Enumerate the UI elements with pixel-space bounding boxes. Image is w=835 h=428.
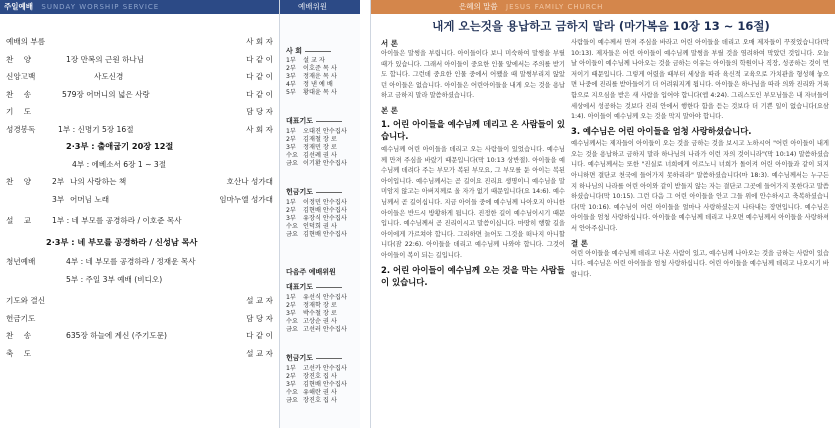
- committee-row: 3부 유장식 안수집사: [286, 215, 347, 222]
- committee-row: 2부 김현배 안수집사: [286, 207, 347, 214]
- committee-row: 수요 김선례 권 사: [286, 152, 337, 159]
- choir-title: 어머님 노래: [70, 194, 110, 204]
- sermon-title: 내게 오는것을 용납하고 금하지 말라 (마가복음 10장 13 ~ 16절): [432, 19, 770, 33]
- point-3-text: 예수님께서는 제자들이 아이들이 오는 것을 금하는 것을 보시고 노하시어 "어린 아이들이 내게 오는 것을 용납하고 금하지 말라 하나님의 나라가 이런 자의 것이니라"(막 10:14) 말씀하셨습니다. 예수님께서는 또한 "진실로 너희에게 이르노니 너희가 돌이켜 어린 아이들과 같이 되지 아니하면 결단코 천국에 들어가지 못하리라" 말씀하셨습니다(마 18:3). 예수님께서는 누구든지 하나님의 나라를 어린 아이와 같이 받들지 않는 자는 결단코 그곳에 들어가지 못한다고 말씀하셨습니다(막 10:15). 그런 다음 그 어린 아이들을 안고 그들 위에 안수하시고 축복하셨습니다(막 10:16). 예수님이 어린 아이들을 얼마나 사랑하셨는지 나타내는 장면입니다. 예수님은 아이들을 엄청 사랑하십니다. 아이들을 예수님께 데리고 나오면 예수님께서 아이들을 사랑하셔서 안아주십니다.: [571, 140, 829, 232]
- order-label: 찬 송: [6, 89, 36, 99]
- conclusion-heading: 결 론: [571, 238, 588, 248]
- committee-row: 금요 김현배 안수집사: [286, 231, 347, 238]
- worship-order-title: 주일예배: [4, 2, 33, 11]
- order-row: [6, 33, 273, 51]
- choir-row: [6, 191, 273, 209]
- committee-row: 3부 박수철 장 로: [286, 310, 337, 317]
- choir-part: 3부: [52, 194, 65, 204]
- choir-label: 찬 양: [6, 177, 36, 187]
- committee-row: 2부 김재철 장 로: [286, 136, 337, 143]
- order-content: 1부 : 신명기 5장 16절: [58, 124, 134, 134]
- committee-row: 수요 유해란 권 사: [286, 389, 337, 396]
- point-3-heading: 3. 예수님은 어린 아이들을 엄청 사랑하셨습니다.: [571, 125, 752, 136]
- committee-group-title: 대표기도: [280, 282, 342, 292]
- order-leader: 다 같 이: [246, 72, 273, 82]
- order-leader: 설 교 자: [246, 296, 273, 306]
- committee-group-title: 헌금기도: [280, 187, 342, 197]
- committee-row: 1부 이정민 안수집사: [286, 199, 347, 206]
- point-1-heading: 1. 어린 아이들을 예수님께 데리고 온 사람들이 있습니다.: [381, 118, 565, 142]
- committee-row: 3부 김현배 안수집사: [286, 381, 347, 388]
- committee-row: 금요 장진호 집 사: [286, 397, 337, 404]
- youth-label: 청년예배: [6, 257, 36, 267]
- order-label: 축 도: [6, 348, 36, 358]
- committee-group-title: 사 회: [280, 46, 331, 56]
- sermon-panel: [370, 0, 835, 428]
- sermon-header-title: 은혜의 말씀: [459, 2, 498, 11]
- committee-row: 2부 이호준 목 사: [286, 65, 337, 72]
- committee-row: 1부 오대진 안수집사: [286, 128, 347, 135]
- scripture-23: 2·3부 : 출애굽기 20장 12절: [66, 141, 174, 152]
- sermon-header: [371, 0, 835, 14]
- choir-name: 임마누엘 성가대: [219, 194, 273, 204]
- committee-row: 1부 설 교 자: [286, 57, 325, 64]
- body-heading: 본 론: [381, 105, 398, 115]
- choir-title: 나의 사랑하는 책: [70, 177, 127, 187]
- choir-part: 2부: [52, 177, 65, 187]
- committee-row: 2부 정재학 장 로: [286, 302, 337, 309]
- order-row: [6, 292, 273, 310]
- sermon-label: 설 교: [6, 216, 36, 226]
- order-content: 사도신경: [94, 72, 124, 82]
- youth-5: 5부 : 주일 3부 예배 (비디오): [66, 274, 163, 284]
- intro-text: 아이들은 말썽을 부립니다. 아이들이다 보니 미숙하여 말썽을 부릴 때가 있습니다. 그래서 아이들이 중요한 인물 앞에서는 주의를 받기도 합니다. 그런데 중요한 인물 중에서 어쨌을 때 말썽부리지 않았던 아이들은 없습니다. 아이들은 어린아이들을 내게 오는 것을 용납하고 금하지 말라 말씀하셨습니다.: [381, 50, 565, 100]
- order-leader: 다 같 이: [246, 89, 273, 99]
- sermon-row: [6, 212, 273, 230]
- point-2-text: 사람들이 예수께서 만져 주심을 바라고 어린 아이들을 데리고 오매 제자들이 꾸짖었습니다(막 10:13). 제자들은 어린 아이들이 예수님께 말썽을 부릴 것을 염려하여 막았던 것입니다. 오늘날 아이들이 예수님께 나아오는 것을 금하는 이유는 아이들의 학원이나 직장, 성공하는 것이 먼저이기 때문입니다. 그렇게 어렸을 때부터 세상을 따라 육신적 교육으로 가치관을 형성해 놓으면 나중에 진리를 받아들이기 더 어려워지게 됩니다. 아이들은 하나님을 따라 의와 진리와 거룩함으로 지으심을 받은 새 사람을 입어야 합니다(엡 4:24). 그리스도인 부모님들은 내 자녀들이 세상에서 성공하는 것보다 진리 안에서 행한다 함을 듣는 것보다 더 기쁜 일이 없습니다(요삼 1:4). 아이들이 예수님께 오는 것을 막지 말아야 합니다.: [571, 39, 829, 121]
- worship-order-panel: [0, 0, 280, 428]
- order-leader: 다 같 이: [246, 54, 273, 64]
- committee-row: 1부 고선카 안수집사: [286, 365, 347, 372]
- order-row: [6, 345, 273, 363]
- worship-order-header: [0, 0, 279, 14]
- committee-row: 1부 유선식 안수집사: [286, 294, 347, 301]
- committee-row: 3부 정재운 목 사: [286, 73, 337, 80]
- order-label: 신앙고백: [6, 72, 36, 82]
- order-row: [6, 121, 273, 139]
- order-leader: 담 당 자: [246, 313, 273, 323]
- order-row: [6, 327, 273, 345]
- order-label: 찬 양: [6, 54, 36, 64]
- order-row: [6, 103, 273, 121]
- order-label: 성경봉독: [6, 124, 36, 134]
- order-row: [6, 51, 273, 69]
- sermon-header-subtitle: JESUS FAMILY CHURCH: [506, 3, 604, 11]
- order-row: [6, 68, 273, 86]
- order-label: 기도와 결신: [6, 296, 46, 306]
- order-leader: 다 같 이: [246, 331, 273, 341]
- committee-row: 금요 이기환 안수집사: [286, 160, 347, 167]
- sermon-column-2: [571, 38, 829, 280]
- order-label: 예배의 부름: [6, 37, 46, 47]
- order-label: 헌금기도: [6, 313, 36, 323]
- committee-title: 예배위원: [280, 0, 360, 14]
- youth-sermon: 4부 : 네 부모를 공경하라 / 정재운 목사: [66, 257, 196, 267]
- worship-order-subtitle: SUNDAY WORSHIP SERVICE: [41, 3, 160, 11]
- committee-row: 수요 고상순 권 사: [286, 318, 337, 325]
- committee-row: 금요 고선러 안수집사: [286, 326, 347, 333]
- order-content: 1장 만복의 근원 하나님: [66, 54, 145, 64]
- committee-row: 5부 황대윤 목 사: [286, 89, 337, 96]
- committee-panel: [280, 0, 360, 428]
- order-row: [6, 86, 273, 104]
- youth-row: [6, 253, 273, 271]
- committee-row: 4부 정 낸 예 배: [286, 81, 333, 88]
- order-label: 찬 송: [6, 331, 36, 341]
- committee-row: 3부 정재민 장 로: [286, 144, 337, 151]
- sermon-23: 2·3부 : 네 부모를 공경하라 / 신성남 목사: [46, 236, 198, 247]
- point-1-text: 예수님께 어린 아이들을 데리고 오는 사람들이 있었습니다. 예수님께 만져 주심을 바랐기 때문입니다(막 10:13 상반절). 아이들을 예수님께 데려다 주는 부모가 복된 부모요, 그 부모를 둔 아이는 복된 아이입니다. 예수님께서는 곧 길이요 진리요 생명이니 예수님을 말미암지 않고는 아버지께로 올 자가 없기 때문입니다(요 14:6). 예수님께서 곧 길이십니다. 지금 아이들 중에 예수님께 나아오지 아니한 아이들은 반드시 방황하게 됩니다. 진정한 길이 예수님이시기 때문입니다. 예수님께서 곧 진리이시고 말씀이십니다. 마땅히 행할 길을 아이에게 가르쳐야 합니다. 그리하면 늙어도 그것을 떠나지 아니할니다(잠 22:6). 아이들을 데리고 예수님께 나와야 합니다. 그것이 아이들이 복이 되는 길입니다.: [381, 145, 565, 259]
- order-leader: 사 회 자: [246, 124, 273, 134]
- sermon-1: 1부 : 네 부모를 공경하라 / 이호준 목사: [52, 216, 182, 226]
- order-leader: 담 당 자: [246, 107, 273, 117]
- committee-row: 수요 인덕희 권 사: [286, 223, 337, 230]
- scripture-4: 4부 : 에베소서 6장 1 ~ 3절: [72, 159, 167, 169]
- order-content: 635장 하늘에 계신 (주기도문): [66, 331, 168, 341]
- sermon-column-1: [381, 38, 565, 291]
- conclusion-text: 어린 아이들을 예수님께 데리고 나온 사람이 있고, 예수님께 나아오는 것을 금하는 사람이 있습니다. 예수님은 어린 아이들을 엄청 사랑하십니다. 어린 아이들을 예수님께 데리고 나오시기 바랍니다.: [571, 249, 829, 278]
- order-leader: 설 교 자: [246, 348, 273, 358]
- committee-row: 2부 장진호 집 사: [286, 373, 337, 380]
- intro-heading: 서 론: [381, 39, 398, 48]
- committee-group-title: 대표기도: [280, 116, 342, 126]
- order-label: 기 도: [6, 107, 36, 117]
- order-row: [6, 310, 273, 328]
- choir-name: 호산나 성가대: [226, 177, 273, 187]
- choir-row: [6, 173, 273, 191]
- next-week-title: 다음주 예배위원: [286, 268, 336, 276]
- order-content: 579장 어머니의 넓은 사랑: [62, 89, 150, 99]
- point-2-heading: 2. 어린 아이들이 예수님께 오는 것을 막는 사람들이 있습니다.: [381, 264, 565, 287]
- committee-group-title: 헌금기도: [280, 353, 342, 363]
- order-leader: 사 회 자: [246, 37, 273, 47]
